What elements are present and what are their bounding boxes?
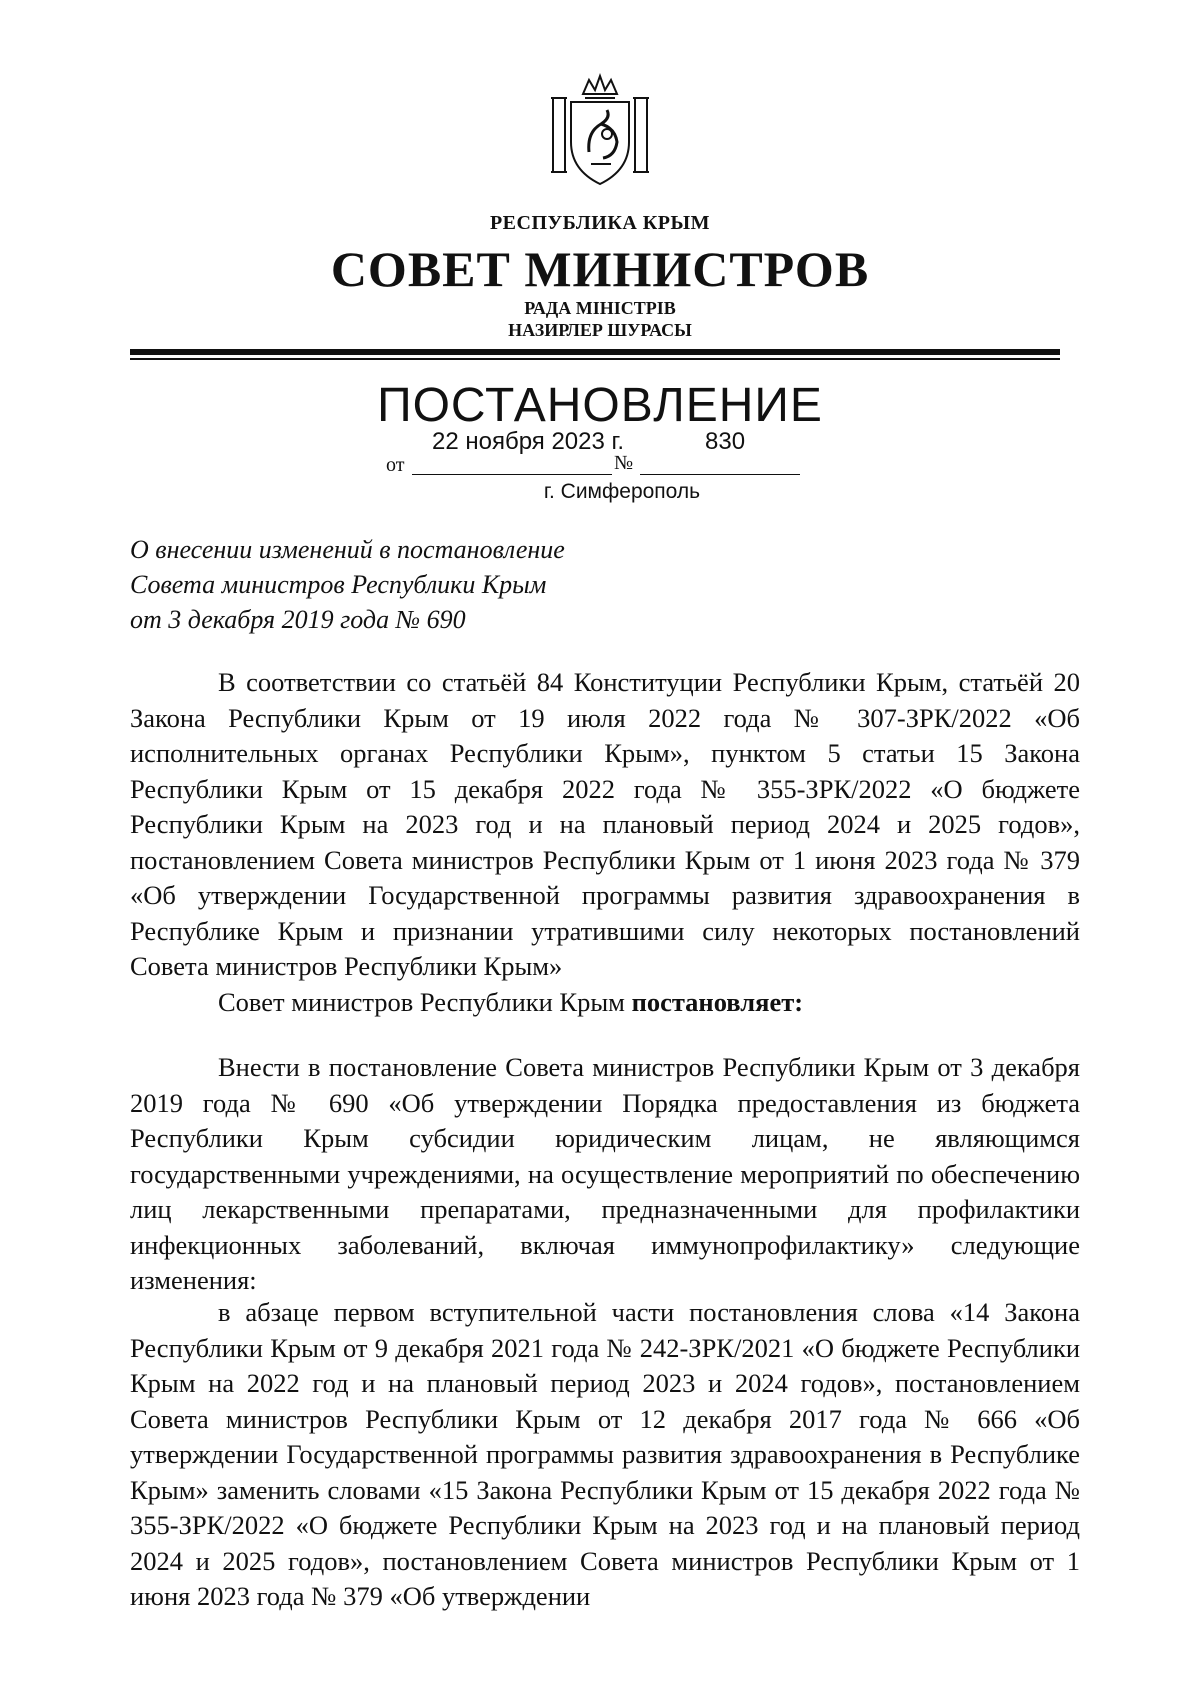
amendment-paragraph: в абзаце первом вступительной части постановления слова «14 Закона Республики Крым от 9 декабря 2021 года № 242-ЗРК/2021 «О бюджете Республики Крым на 2022 год и на плановый период 2023 и 2024 годов», постановлением Совета министров Республики Крым от 12 декабря 2017 года № 666 «Об утверждении Государственной программы развития здравоохранения в Республике Крым» заменить словами «15 Закона Республики Крым от 15 декабря 2022 года № 355-ЗРК/2022 «О бюджете Республики Крым на 2023 год и на плановый период 2024 и 2025 годов», постановлением Совета министров Республики Крым от 1 июня 2023 года № 379 «Об утверждении <box>130 1297 1080 1611</box>
number-underline <box>640 474 800 475</box>
decree-number: 830 <box>705 428 746 455</box>
council-name: СОВЕТ МИНИСТРОВ <box>330 241 870 297</box>
resolution-verb: постановляет: <box>631 987 804 1017</box>
republic-name: РЕСПУБЛИКА КРЫМ <box>489 212 711 234</box>
header-divider-thin <box>130 358 1060 360</box>
subject-line: от 3 декабря 2019 года № 690 <box>130 605 466 634</box>
decree-title: ПОСТАНОВЛЕНИЕ <box>377 379 823 432</box>
subject-line: О внесении изменений в постановление <box>130 535 565 564</box>
preamble-paragraph: В соответствии со статьёй 84 Конституции Республики Крым, статьёй 20 Закона Республики Крым от 19 июля 2022 года № 307-ЗРК/2022 «Об исполнительных органах Республики Крым», пунктом 5 статьи 15 Закона Республики Крым от 15 декабря 2022 года № 355-ЗРК/2022 «О бюджете Республики Крым на 2023 год и на плановый период 2024 и 2025 годов», постановлением Совета министров Республики Крым от 1 июня 2023 года № 379 «Об утверждении Государственной программы развития здравоохранения в Республике Крым и признании утратившими силу некоторых постановлений Совета министров Республики Крым» <box>130 667 1080 981</box>
date-label: от <box>386 454 405 476</box>
date-underline <box>412 474 612 475</box>
decree-city: г. Симферополь <box>543 480 701 503</box>
council-name-ukrainian: РАДА МІНІСТРІВ <box>524 298 676 318</box>
resolution-paragraph <box>130 985 1080 1021</box>
amendment-intro-paragraph: Внести в постановление Совета министров Республики Крым от 3 декабря 2019 года № 690 «Об утверждении Порядка предоставления из бюджета Республики Крым субсидии юридическим лицам, не являющимся государственными учреждениями, на осуществление мероприятий по обеспечению лиц лекарственными препаратами, предназначенными для профилактики инфекционных заболеваний, включая иммунопрофилактику» следующие изменения: <box>130 1052 1080 1295</box>
council-name-crimean-tatar: НАЗИРЛЕР ШУРАСЫ <box>508 320 692 340</box>
header-divider-thick <box>130 349 1060 355</box>
subject-line: Совета министров Республики Крым <box>130 570 547 599</box>
coat-of-arms-icon <box>545 72 655 192</box>
decree-subject <box>130 532 730 637</box>
decree-date-number-row <box>0 428 1200 478</box>
number-label: № <box>614 452 634 474</box>
resolution-text: Совет министров Республики Крым <box>218 987 632 1017</box>
decree-date: 22 ноября 2023 г. <box>432 428 624 455</box>
